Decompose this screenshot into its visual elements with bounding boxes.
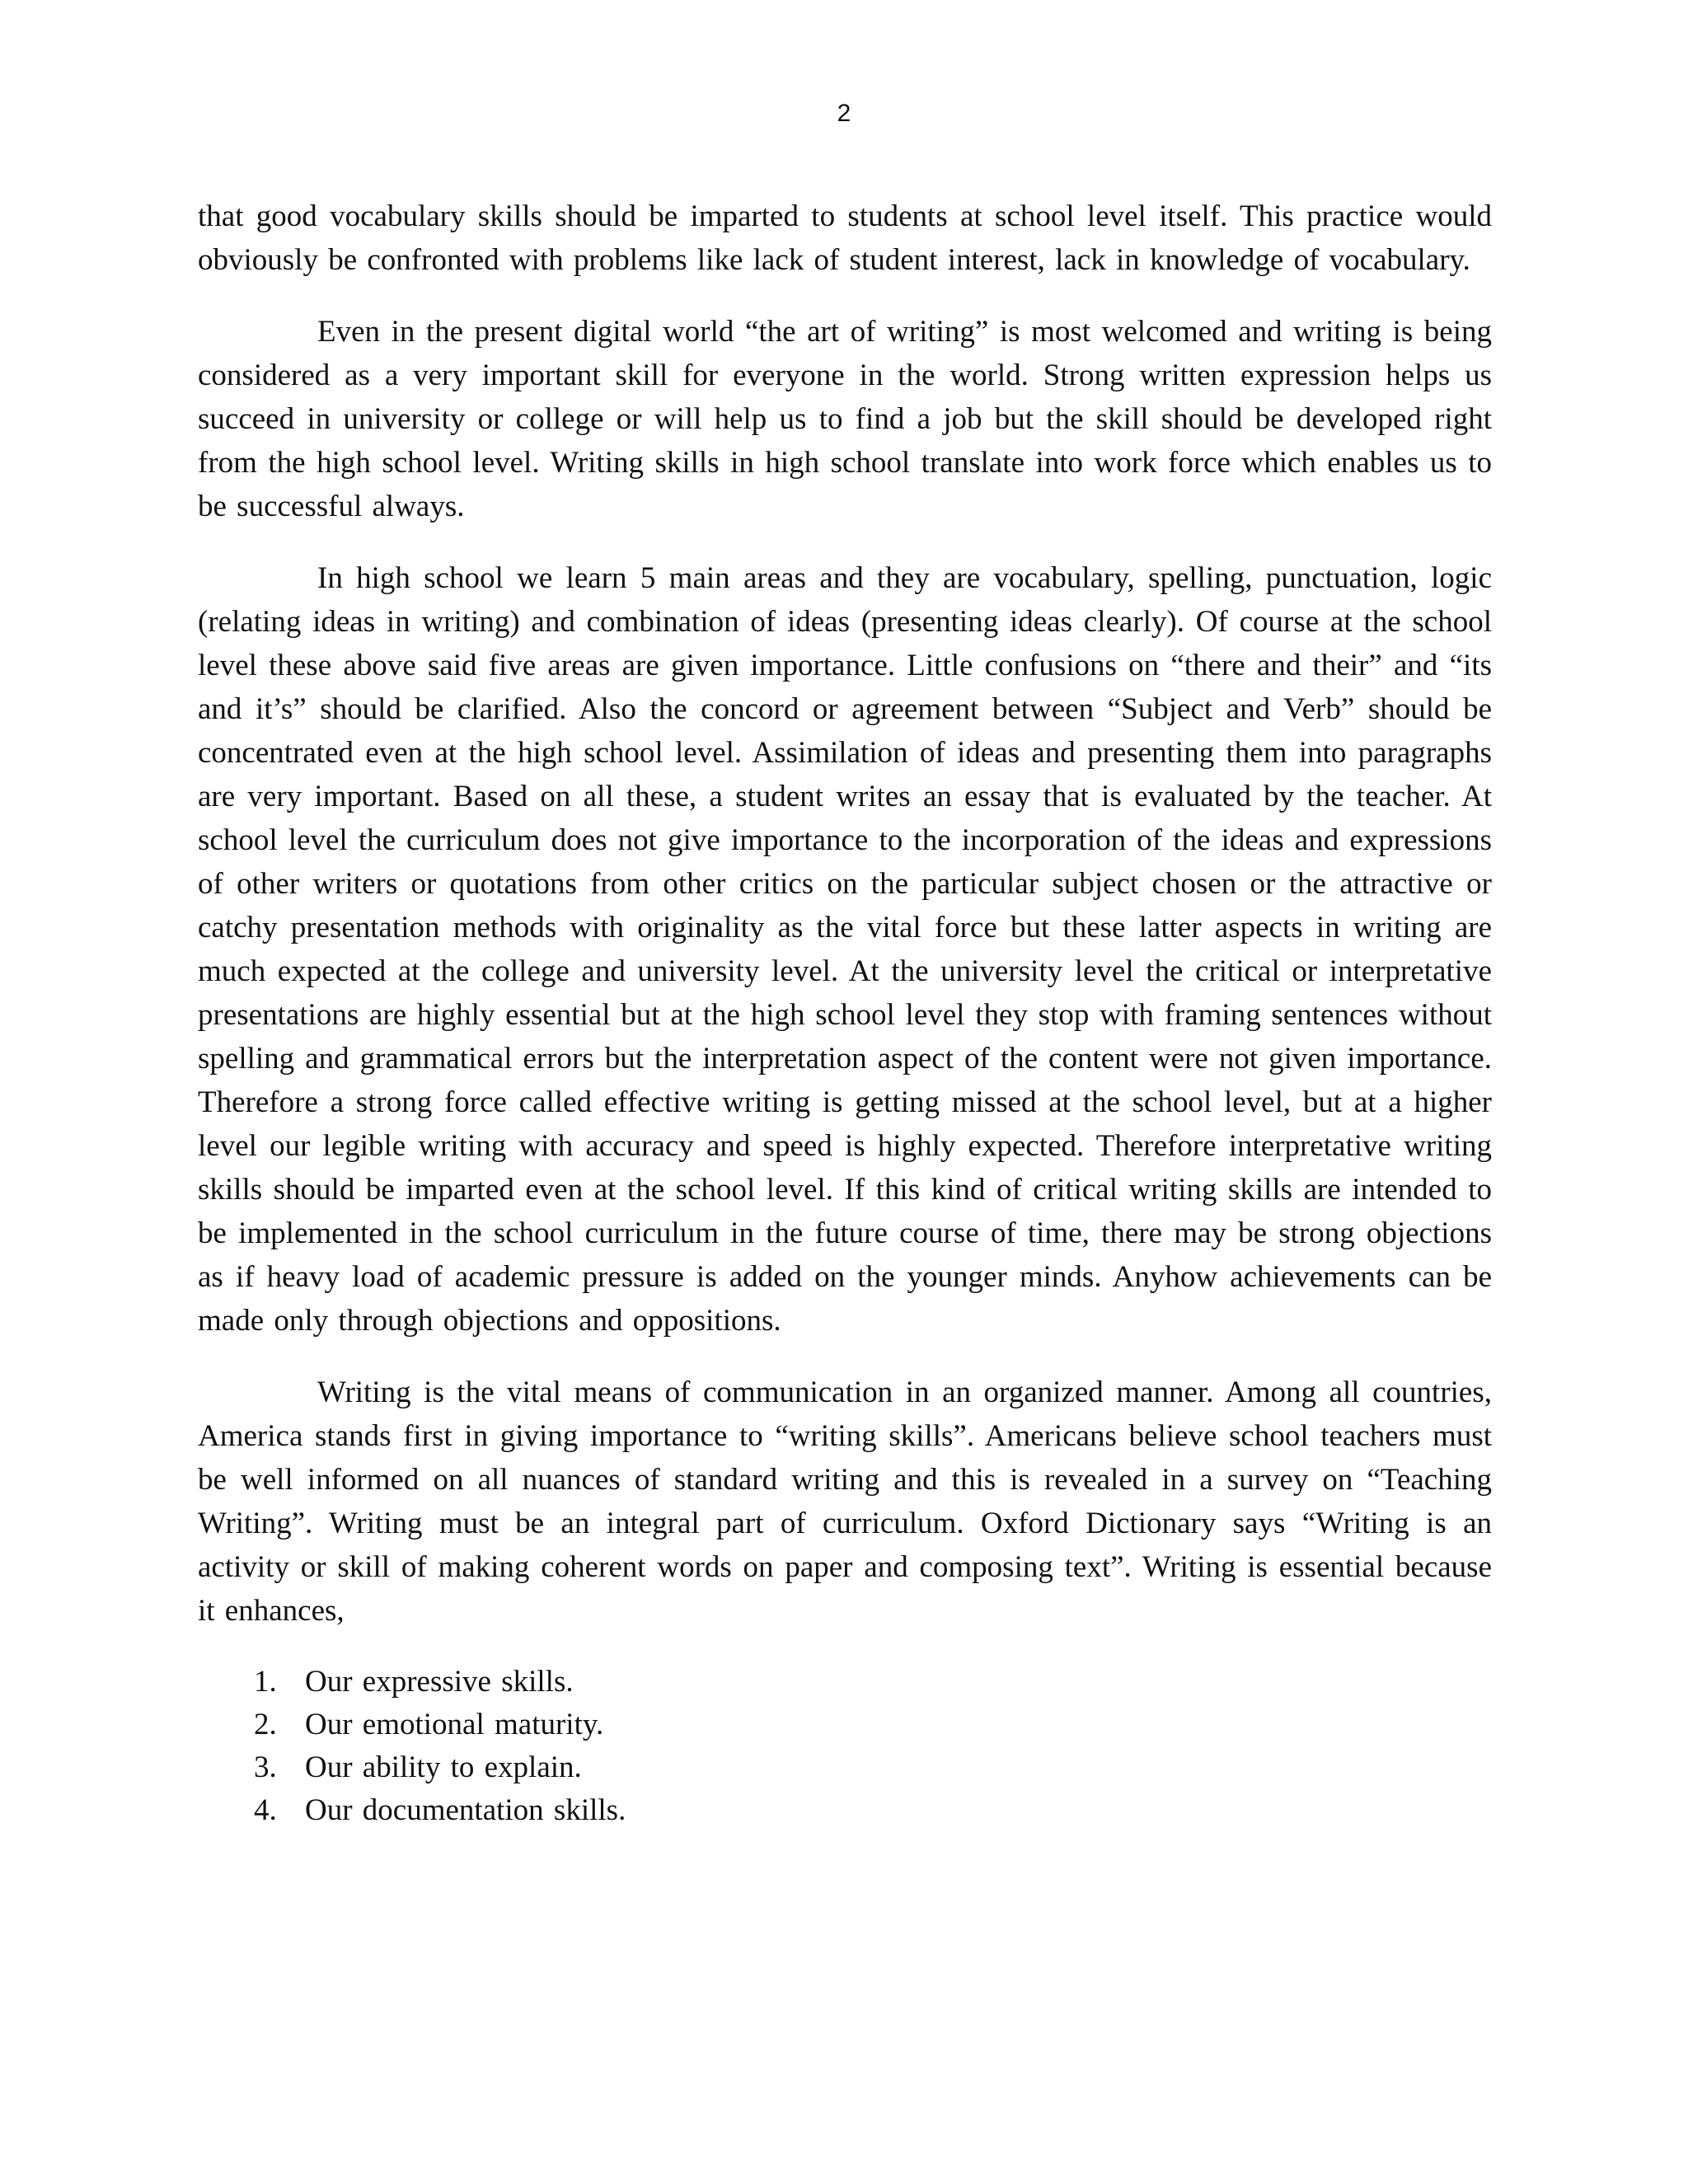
list-item xyxy=(254,1789,1492,1832)
list-item xyxy=(254,1661,1492,1704)
paragraph-art-of-writing: Even in the present digital world “the art of writing” is most welcomed and writing is being considered as a very important skill for everyone in the world. Strong written expression helps us succeed in university or college or will help us to find a job but the skill should be developed right from the high school level. Writing skills in high school translate into work force which enables us to be successful always. xyxy=(198,315,1492,523)
list-item-text: Our expressive skills. xyxy=(305,1665,574,1699)
list-item-number: 1. xyxy=(254,1665,277,1699)
paragraph-high-school-areas: In high school we learn 5 main areas and they are vocabulary, spelling, punctuation, logic (relating ideas in writing) and combination of ideas (presenting ideas clearly). Of course at the school level these above said five areas are given importance. Little confusions on “there and their” and “its and it’s” should be clarified. Also the concord or agreement between “Subject and Verb” should be concentrated even at the high school level. Assimilation of ideas and presenting them into paragraphs are very important. Based on all these, a student writes an essay that is evaluated by the teacher. At school level the curriculum does not give importance to the incorporation of the ideas and expressions of other writers or quotations from other critics on the particular subject chosen or the attractive or catchy presentation methods with originality as the vital force but these latter aspects in writing are much expected at the college and university level. At the university level the critical or interpretative presentations are highly essential but at the high school level they stop with framing sentences without spelling and grammatical errors but the interpretation aspect of the content were not given importance. Therefore a strong force called effective writing is getting missed at the school level, but at a higher level our legible writing with accuracy and speed is highly expected. Therefore interpretative writing skills should be imparted even at the school level. If this kind of critical writing skills are intended to be implemented in the school curriculum in the future course of time, there may be strong objections as if heavy load of academic pressure is added on the younger minds. Anyhow achievements can be made only through objections and oppositions. xyxy=(198,561,1492,1338)
list-item-text: Our ability to explain. xyxy=(305,1750,582,1784)
list-item-number: 4. xyxy=(254,1793,277,1827)
list-item xyxy=(254,1746,1492,1789)
list-item-number: 2. xyxy=(254,1708,277,1741)
document-body xyxy=(198,194,1492,1832)
list-item-number: 3. xyxy=(254,1750,277,1784)
list-item-text: Our documentation skills. xyxy=(305,1793,626,1827)
enhancement-list xyxy=(198,1661,1492,1832)
paragraph-continuation: that good vocabulary skills should be imparted to students at school level itself. This practice would obviously be confronted with problems like lack of student interest, lack in knowledge of vocabulary. xyxy=(198,199,1492,277)
list-item-text: Our emotional maturity. xyxy=(305,1708,604,1741)
paragraph-writing-communication: Writing is the vital means of communication in an organized manner. Among all countries, America stands first in giving importance to “writing skills”. Americans believe school teachers must be well informed on all nuances of standard writing and this is revealed in a survey on “Teaching Writing”. Writing must be an integral part of curriculum. Oxford Dictionary says “Writing is an activity or skill of making coherent words on paper and composing text”. Writing is essential because it enhances, xyxy=(198,1376,1492,1628)
page-number: 2 xyxy=(837,100,851,127)
list-item xyxy=(254,1704,1492,1746)
